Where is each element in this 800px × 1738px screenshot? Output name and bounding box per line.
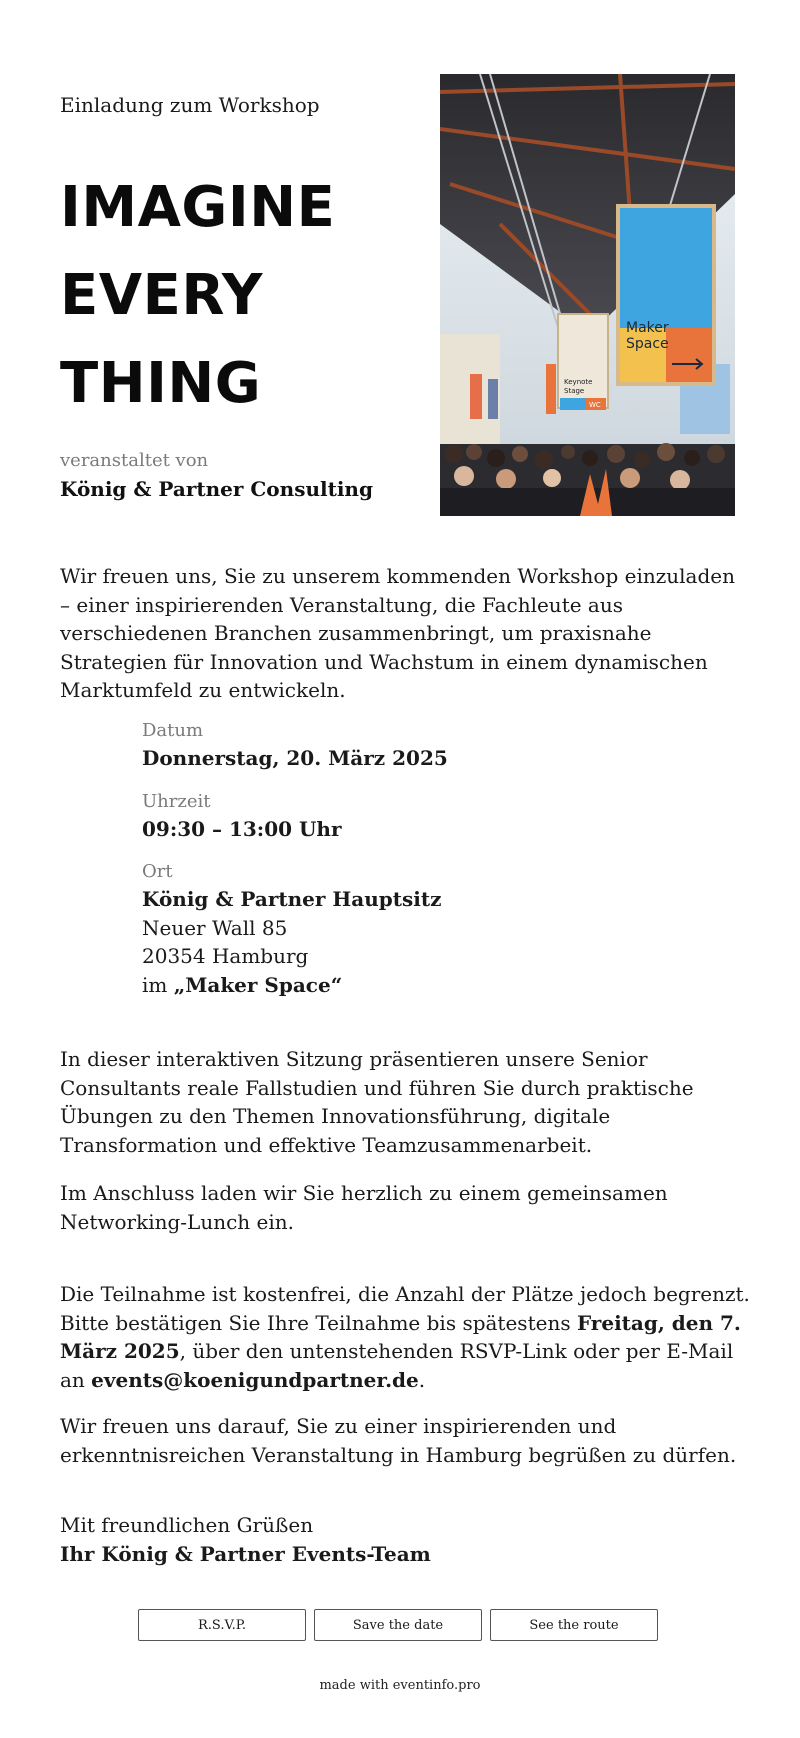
organizer-label: veranstaltet von	[60, 450, 209, 471]
maker-space-sign-line2: Space	[626, 336, 669, 352]
title-line: EVERY	[60, 263, 263, 328]
signoff: Ihr König & Partner Events-Team	[60, 1541, 431, 1566]
save-the-date-button[interactable]: Save the date	[314, 1609, 482, 1641]
welcome-paragraph: Wir freuen uns darauf, Sie zu einer inspirierenden und erkenntnisreichen Veranstaltung in Hamburg begrüßen zu dürfen.	[60, 1414, 737, 1467]
registration-paragraph	[60, 1280, 750, 1394]
keynote-stage-sign	[558, 314, 608, 410]
place-name: König & Partner Hauptsitz	[142, 887, 442, 911]
room-name: „Maker Space“	[173, 972, 343, 997]
lunch-paragraph: Im Anschluss laden wir Sie herzlich zu einem gemeinsamen Networking-Lunch ein.	[60, 1181, 668, 1234]
crowd	[440, 443, 735, 516]
see-route-button[interactable]: See the route	[490, 1609, 658, 1641]
registration-deadline: Freitag, den 7. März 2025	[60, 1310, 741, 1363]
date-block	[142, 718, 662, 773]
organizer	[60, 448, 420, 504]
date-label: Datum	[142, 720, 204, 741]
time-value: 09:30 – 13:00 Uhr	[142, 816, 342, 841]
greeting: Mit freundlichen Grüßen	[60, 1513, 314, 1537]
event-title	[60, 164, 420, 428]
date-value: Donnerstag, 20. März 2025	[142, 746, 448, 770]
place-room	[142, 971, 662, 1000]
title-line: THING	[60, 351, 262, 416]
place-label: Ort	[142, 861, 173, 882]
title-line: IMAGINE	[60, 175, 336, 240]
registration-email: events@koenigundpartner.de	[91, 1367, 419, 1392]
place-block	[142, 859, 662, 999]
keynote-sign-line2: Stage	[564, 387, 585, 395]
event-details	[142, 718, 662, 1015]
time-block	[142, 789, 662, 844]
event-photo	[440, 74, 735, 516]
session-paragraph: In dieser interaktiven Sitzung präsentieren unsere Senior Consultants reale Fallstudien und führen Sie durch praktische Übungen zu den Themen Innovationsführung, digitale Transformation und effektive Teamzusammenarbeit.	[60, 1047, 694, 1157]
eyebrow: Einladung zum Workshop	[60, 93, 320, 117]
registration-text-c: .	[418, 1367, 426, 1392]
footer-credit[interactable]: made with eventinfo.pro	[319, 1678, 481, 1693]
hero-text	[60, 90, 420, 504]
maker-space-sign-line1: Maker	[626, 320, 669, 336]
keynote-sign-line1: Keynote	[564, 378, 593, 386]
rsvp-button[interactable]: R.S.V.P.	[138, 1609, 306, 1641]
maker-space-sign	[616, 204, 716, 386]
registration-text-b: , über den untenstehenden RSVP-Link oder per E-Mail an	[60, 1339, 734, 1392]
intro-paragraph: Wir freuen uns, Sie zu unserem kommenden Workshop einzuladen – einer inspirierenden Veranstaltung, die Fachleute aus verschiedenen Branchen zusammenbringt, um praxisnahe Strategien für Innovation und Wachstum in einem dynamischen Marktumfeld zu entwickeln.	[60, 564, 735, 702]
place-street: Neuer Wall 85	[142, 915, 288, 940]
wc-sign: WC	[589, 401, 601, 409]
organizer-name: König & Partner Consulting	[60, 477, 373, 501]
room-prefix: im	[142, 972, 174, 997]
time-label: Uhrzeit	[142, 790, 211, 812]
action-buttons	[138, 1609, 658, 1643]
event-hall-illustration	[440, 74, 735, 516]
closing	[60, 1511, 750, 1568]
registration-text-a: Die Teilnahme ist kostenfrei, die Anzahl der Plätze jedoch begrenzt. Bitte bestätigen Sie Ihre Teilnahme bis spätestens	[60, 1282, 750, 1335]
place-city: 20354 Hamburg	[142, 944, 309, 968]
